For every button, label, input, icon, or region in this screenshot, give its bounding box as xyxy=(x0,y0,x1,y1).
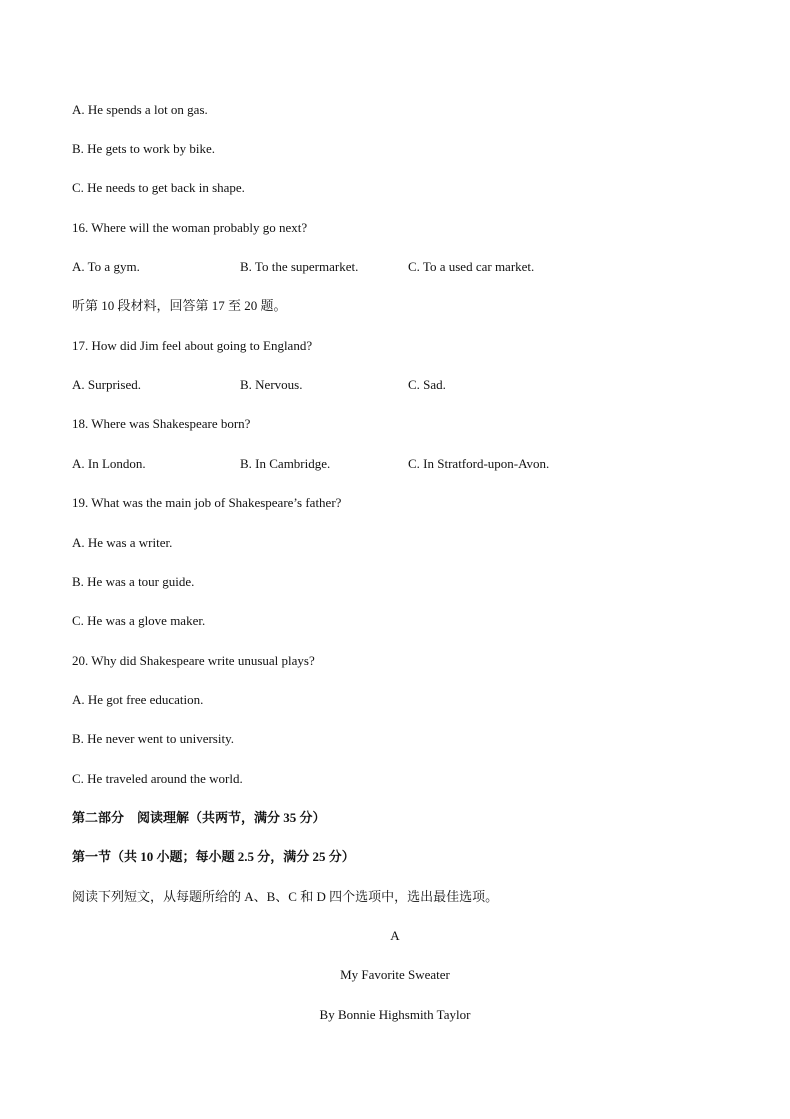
q15-option-b: B. He gets to work by bike. xyxy=(72,141,215,156)
q17-option-a: A. Surprised. xyxy=(72,377,141,392)
q19-option-a: A. He was a writer. xyxy=(72,535,173,550)
section-instruction: 听第 10 段材料，回答第 17 至 20 题。 xyxy=(72,298,287,313)
q15-option-a: A. He spends a lot on gas. xyxy=(72,102,208,117)
q16-option-c: C. To a used car market. xyxy=(408,259,535,274)
q16-option-b: B. To the supermarket. xyxy=(240,259,359,274)
q16-question: 16. Where will the woman probably go next? xyxy=(72,220,308,235)
reading-instruction: 阅读下列短文，从每题所给的 A、B、C 和 D 四个选项中，选出最佳选项。 xyxy=(72,889,499,904)
q20-option-b: B. He never went to university. xyxy=(72,731,234,746)
passage-title: My Favorite Sweater xyxy=(340,967,450,982)
passage-label: A xyxy=(390,928,400,943)
q16-option-a: A. To a gym. xyxy=(72,259,140,274)
q19-option-b: B. He was a tour guide. xyxy=(72,574,195,589)
q18-option-a: A. In London. xyxy=(72,456,146,471)
q18-question: 18. Where was Shakespeare born? xyxy=(72,416,251,431)
q17-question: 17. How did Jim feel about going to England? xyxy=(72,338,313,353)
q20-option-c: C. He traveled around the world. xyxy=(72,771,243,786)
section1-title: 第一节（共 10 小题；每小题 2.5 分，满分 25 分） xyxy=(72,849,355,864)
q18-option-c: C. In Stratford-upon-Avon. xyxy=(408,456,550,471)
q15-option-c: C. He needs to get back in shape. xyxy=(72,180,245,195)
q18-option-b: B. In Cambridge. xyxy=(240,456,331,471)
q17-option-b: B. Nervous. xyxy=(240,377,303,392)
part2-title: 第二部分 阅读理解（共两节，满分 35 分） xyxy=(72,810,326,825)
q20-option-a: A. He got free education. xyxy=(72,692,204,707)
q17-option-c: C. Sad. xyxy=(408,377,446,392)
q19-question: 19. What was the main job of Shakespeare’s father? xyxy=(72,495,342,510)
q19-option-c: C. He was a glove maker. xyxy=(72,613,206,628)
passage-author: By Bonnie Highsmith Taylor xyxy=(319,1007,471,1022)
q20-question: 20. Why did Shakespeare write unusual plays? xyxy=(72,653,315,668)
